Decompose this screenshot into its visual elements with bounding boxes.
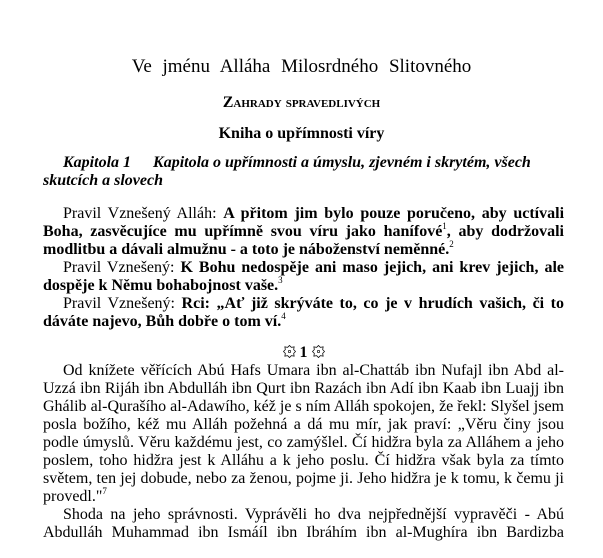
footnote-ref[interactable]: 7 <box>102 486 107 496</box>
hadith-number-text: 1 <box>299 344 308 361</box>
quote-intro: Pravil Vznešený Alláh: <box>63 205 224 222</box>
quote-text: A přitom jim bylo pouze poručeno, aby uctívali Boha, zasvěcujíce mu upřímně svou víru jako hanífové <box>43 205 565 240</box>
ornament-icon <box>283 345 296 358</box>
quote-intro: Pravil Vznešený: <box>63 259 181 276</box>
section-title: Kniha o upřímnosti víry <box>218 125 385 142</box>
document-body <box>43 154 564 542</box>
chapter-number: Kapitola 1 <box>63 154 132 171</box>
ornament-icon <box>312 345 325 358</box>
quote-text: K Bohu nedospěje ani maso jejich, ani krev jejich, ale dospěje k Němu bohabojnost vaše. <box>43 259 564 294</box>
chapter-heading <box>43 154 564 190</box>
quote-intro: Pravil Vznešený: <box>63 295 182 312</box>
hadith-text <box>43 362 564 506</box>
hadith-number <box>43 344 564 362</box>
quran-quote <box>43 259 564 295</box>
quote-text: , aby dodržovali modlitbu a dávali almužnu - a toto je náboženství neměnné. <box>43 223 564 258</box>
footnote-ref[interactable]: 3 <box>278 275 283 285</box>
quote-text: Rci: „Ať již skrýváte to, co je v hrudích vašich, či to dáváte najevo, Bůh dobře o tom ví. <box>43 295 564 330</box>
hadith-body: Od knížete věřících Abú Hafs Umara ibn al-Chattáb ibn Nufajl ibn Abd al-Uzzá ibn Rijáh ibn Abdulláh ibn Qurt ibn Razách ibn Adí ibn Kaab ibn Luajj ibn Ghálib al-Qurašího al-Adawího, kéž je s ním Alláh spokojen, že řekl: Slyšel jsem posla božího, kéž mu Alláh požehná a dá mu mír, jak praví: „Věru činy jsou podle úmyslů. Věru každému jest, co zamýšlel. Čí hidžra byla za Alláhem a jeho poslem, toho hidžra jest k Alláhu a k jeho poslu. Čí hidžra však byla za tímto světem, ten jej dobude, nebo za ženou, pojme ji. Jeho hidžra je k tomu, k čemu ji provedl." <box>43 362 564 505</box>
footnote-ref[interactable]: 1 <box>442 221 447 231</box>
basmala-heading: Ve jménu Alláha Milosrdného Slitovného <box>131 56 472 77</box>
footnote-ref[interactable]: 4 <box>281 311 286 321</box>
quran-quote <box>43 295 564 331</box>
hadith-source: Shoda na jeho správnosti. Vyprávěli ho dva nejpřednější vypravěči - Abú Abdulláh Muhammad ibn Ismáíl ibn Ibráhím ibn al-Mughíra ibn Bardizba <box>43 506 564 541</box>
chapter-title: Kapitola o upřímnosti a úmyslu, zjevném i skrytém, všech skutcích a slovech <box>43 154 531 189</box>
quran-quote <box>43 205 564 259</box>
footnote-ref[interactable]: 2 <box>449 239 454 249</box>
book-title: Zahrady spravedlivých <box>222 94 381 111</box>
